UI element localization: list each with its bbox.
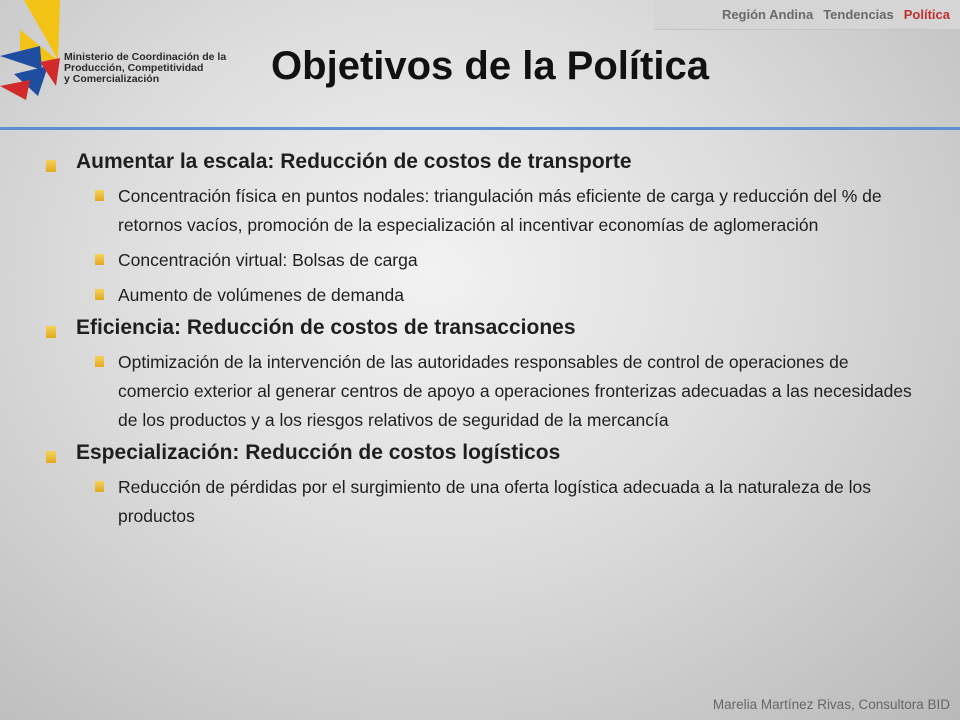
list-item (42, 473, 922, 531)
bullet-icon (95, 356, 104, 367)
list-item-text: Concentración virtual: Bolsas de carga (118, 250, 418, 270)
list-item (42, 182, 922, 240)
section-heading-text: Especialización: Reducción de costos logísticos (76, 441, 561, 464)
nav-politica[interactable]: Política (903, 7, 950, 22)
slide-content (42, 146, 922, 537)
list-item-text: Concentración física en puntos nodales: triangulación más eficiente de carga y reducción del % de retornos vacíos, promoción de la especialización al incentivar economías de aglomeración (118, 186, 882, 235)
slide-title: Objetivos de la Política (271, 44, 709, 88)
list-item (42, 246, 922, 275)
section-heading-text: Eficiencia: Reducción de costos de transacciones (76, 316, 576, 339)
nav-tendencias[interactable]: Tendencias (823, 7, 894, 22)
section-heading (42, 441, 922, 465)
bullet-icon (46, 451, 56, 463)
bullet-icon (46, 326, 56, 338)
list-item-text: Aumento de volúmenes de demanda (118, 285, 405, 305)
logo-line: Ministerio de Coordinación de la (64, 51, 227, 63)
list-item (42, 348, 922, 435)
top-navigation (654, 0, 960, 30)
bullet-icon (95, 481, 104, 492)
footer-credit: Marelia Martínez Rivas, Consultora BID (712, 697, 950, 712)
bullet-icon (95, 190, 104, 201)
list-item-text: Optimización de la intervención de las autoridades responsables de control de operaciones de comercio exterior al generar centros de apoyo a operaciones fronterizas adecuadas a las necesidades de los productos y a los riesgos relativos de seguridad de la mercancía (118, 352, 912, 430)
title-divider (0, 127, 960, 130)
bullet-icon (95, 254, 104, 265)
nav-region-andina[interactable]: Región Andina (721, 7, 814, 22)
section-heading-text: Aumentar la escala: Reducción de costos de transporte (76, 150, 632, 173)
section-heading (42, 150, 922, 174)
logo-line: Producción, Competitividad (64, 62, 204, 74)
section-heading (42, 316, 922, 340)
ministry-logo (0, 0, 227, 110)
list-item-text: Reducción de pérdidas por el surgimiento de una oferta logística adecuada a la naturaleza de los productos (118, 477, 871, 526)
bullet-icon (95, 289, 104, 300)
logo-line: y Comercialización (64, 73, 160, 85)
bullet-icon (46, 160, 56, 172)
list-item (42, 281, 922, 310)
